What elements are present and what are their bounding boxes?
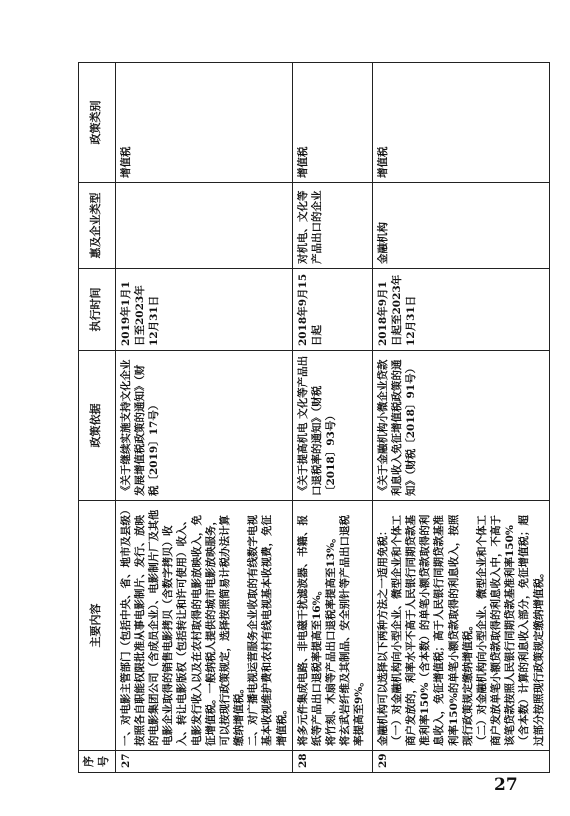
row-target: 对机电、文化等产品出口的企业 — [292, 183, 372, 269]
header-time: 执行时间 — [79, 269, 116, 351]
content-paragraph: 一、对电影主管部门（包括中央、省、地市及县级）按照各自职能权限批准从事电影制片、发行、放映的电影集团公司（含成员企业）、电影制片厂及其他电影企业取得的销售电影拷贝（含数字拷贝）收入、转让电影版权（包括转让和许可使用）收入、电影发行收入以及在农村取得的电影放映收入，免征增值税。一般纳税人提供的城市电影放映服务，可以按现行政策规定，选择按照简易计税办法计算缴纳增值税。 — [119, 509, 246, 746]
header-num: 序号 — [79, 751, 116, 773]
row-number: 29 — [372, 751, 549, 773]
page-number: 27 — [494, 775, 518, 795]
row-target — [115, 183, 292, 269]
row-number: 27 — [115, 751, 292, 773]
policy-table — [78, 62, 550, 773]
row-target: 金融机构 — [372, 183, 549, 269]
row-category: 增值税 — [115, 63, 292, 183]
row-number: 28 — [292, 751, 372, 773]
row-content — [292, 501, 372, 751]
content-paragraph: 将竹刻、木扇等产品出口退税率提高至13%。 — [325, 532, 338, 746]
content-paragraph: 将多元件集成电路、非电磁干扰滤波器、书籍、报纸等产品出口退税率提高至16%。 — [296, 515, 323, 746]
row-time: 2019年1月1日至2023年12月31日 — [115, 269, 292, 351]
content-paragraph: 金融机构可以选择以下两种方法之一适用免税： — [376, 525, 389, 746]
content-paragraph: 将玄武岩纤维及其制品、安全别针等产品出口退税率提高至9%。 — [339, 515, 366, 746]
row-time: 2018年9月15日起 — [292, 269, 372, 351]
row-content — [115, 501, 292, 751]
row-basis: 《关于提高机电 文化等产品出口退税率的通知》（财税〔2018〕93号） — [292, 351, 372, 501]
header-content: 主要内容 — [79, 501, 116, 751]
content-paragraph: （一）对金融机构向小型企业、微型企业和个体工商户发放的，利率水平不高于人民银行同期贷款基准利率150%（含本数）的单笔小额贷款取得的利息收入，免征增值税；高于人民银行同期贷款基准利率150%的单笔小额贷款取得的利息收入，按照现行政策规定缴纳增值税。 — [390, 514, 474, 746]
rotated-table-container — [78, 63, 545, 773]
row-category: 增值税 — [292, 63, 372, 183]
header-category: 政策类别 — [79, 63, 116, 183]
row-basis: 《关于金融机构小微企业贷款利息收入免征增值税政策的通知》（财税〔2018〕91号） — [372, 351, 549, 501]
row-category: 增值税 — [372, 63, 549, 183]
table-row — [372, 63, 549, 773]
row-time: 2018年9月1日起至2023年12月31日 — [372, 269, 549, 351]
table-row — [115, 63, 292, 773]
row-content — [372, 501, 549, 751]
row-basis: 《关于继续实施支持文化企业发展增值税政策的通知》（财税〔2019〕17号） — [115, 351, 292, 501]
content-paragraph: 二、对广播电视运营服务企业收取的有线数字电视基本收视维护费和农村有线电视基本收视费，免征增值税。 — [247, 515, 288, 746]
header-basis: 政策依据 — [79, 351, 116, 501]
header-target: 惠及企业类型 — [79, 183, 116, 269]
content-paragraph: （二）对金融机构向小型企业、微型企业和个体工商户发放单笔小额贷款取得的利息收入中，不高于该笔贷款按照人民银行同期贷款基准利率150%（含本数）计算的利息收入部分，免征增值税；超过部分按照现行政策规定缴纳增值税。 — [475, 515, 545, 746]
table-row — [292, 63, 372, 773]
table-header-row — [79, 63, 116, 773]
